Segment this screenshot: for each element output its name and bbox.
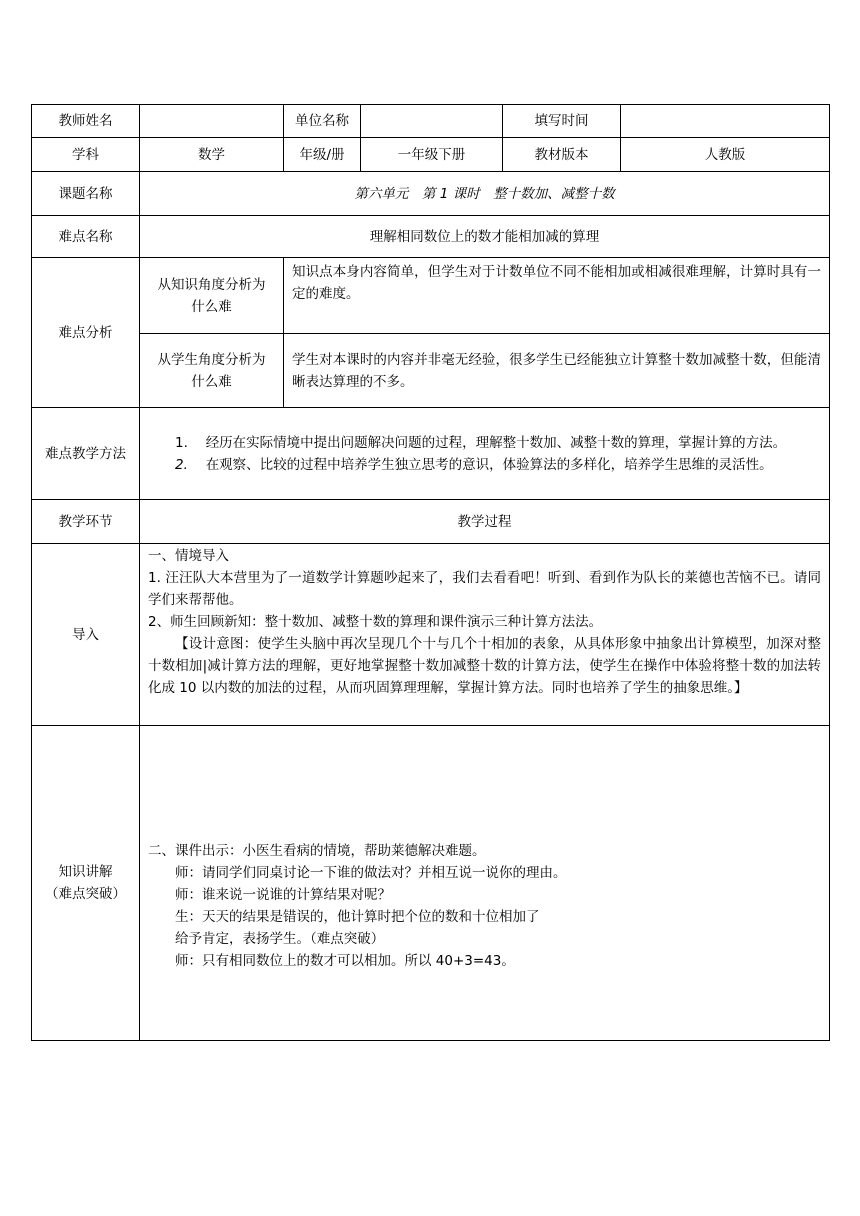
knowledge-line-5: 师：只有相同数位上的数才可以相加。所以 40+3=43。 [175, 953, 515, 969]
subject-row [32, 138, 830, 172]
edition-label: 教材版本 [503, 138, 621, 172]
method-item-2-text: 在观察、比较的过程中培养学生独立思考的意识，体验算法的多样化，培养学生思维的灵活性。 [205, 456, 773, 473]
analysis-label: 难点分析 [32, 258, 140, 408]
knowledge-label [32, 726, 140, 1041]
analysis-knowledge-row [32, 258, 830, 334]
fill-date-label: 填写时间 [503, 105, 621, 138]
knowledge-label-line1: 知识讲解 [58, 864, 113, 880]
knowledge-content [140, 726, 830, 1041]
intro-row [32, 544, 830, 726]
grade-value: 一年级下册 [361, 138, 503, 172]
unit-name-label: 单位名称 [284, 105, 361, 138]
student-angle-label-line2: 什么难 [191, 373, 232, 390]
student-angle-label-line1: 从学生角度分析为 [157, 351, 266, 368]
knowledge-line-3: 生：天天的结果是错误的，他计算时把个位的数和十位相加了 [175, 909, 540, 925]
fill-date-value[interactable] [621, 105, 830, 138]
intro-line-1: 1. 汪汪队大本营里为了一道数学计算题吵起来了，我们去看看吧！听到、看到作为队长的莱德也苦恼不已。请同学们来帮帮他。 [148, 570, 821, 608]
difficulty-label: 难点名称 [32, 216, 140, 258]
method-item-1-text: 经历在实际情境中提出问题解决问题的过程，理解整十数加、减整十数的算理，掌握计算的方法。 [205, 434, 787, 451]
header-row [32, 105, 830, 138]
method-item-2-number: 2. [175, 456, 188, 473]
method-label: 难点教学方法 [32, 408, 140, 500]
difficulty-row [32, 216, 830, 258]
difficulty-value: 理解相同数位上的数才能相加减的算理 [140, 216, 830, 258]
knowledge-angle-label-line1: 从知识角度分析为 [157, 276, 266, 293]
intro-content [140, 544, 830, 726]
topic-label: 课题名称 [32, 172, 140, 216]
knowledge-angle-label-line2: 什么难 [191, 298, 232, 315]
student-angle-text: 学生对本课时的内容并非毫无经验，很多学生已经能独立计算整十数加减整十数，但能清晰表达算理的不多。 [284, 334, 830, 408]
process-header-row [32, 500, 830, 544]
subject-value: 数学 [140, 138, 284, 172]
stage-header: 教学环节 [32, 500, 140, 544]
topic-row [32, 172, 830, 216]
student-angle-label [140, 334, 284, 408]
knowledge-line-4: 给予肯定，表扬学生。（难点突破） [175, 931, 385, 947]
teacher-name-value[interactable] [140, 105, 284, 138]
knowledge-line-1: 师：请同学们同桌讨论一下谁的做法对？并相互说一说你的理由。 [175, 865, 567, 881]
method-item-1-number: 1. [175, 434, 188, 451]
analysis-student-row [32, 334, 830, 408]
knowledge-angle-label [140, 258, 284, 334]
edition-value: 人教版 [621, 138, 830, 172]
teacher-name-label: 教师姓名 [32, 105, 140, 138]
intro-heading: 一、情境导入 [148, 548, 229, 564]
intro-label: 导入 [32, 544, 140, 726]
grade-label: 年级/册 [284, 138, 361, 172]
lesson-plan-table [31, 104, 830, 1041]
intro-design-intent: 【设计意图：使学生头脑中再次呈现几个十与几个十相加的表象，从具体形象中抽象出计算模型，加深对整十数相加|减计算方法的理解，更好地掌握整十数加减整十数的计算方法，使学生在操作中体验将整十数的加法转化成 10 以内数的加法的过程，从而巩固算理理解，掌握计算方法。同时也培养了学生的抽象思维。】 [148, 636, 821, 696]
knowledge-label-line2: （难点突破） [45, 886, 126, 902]
method-item-2 [148, 454, 821, 476]
method-content [140, 408, 830, 500]
subject-label: 学科 [32, 138, 140, 172]
knowledge-heading: 二、课件出示：小医生看病的情境，帮助莱德解决难题。 [148, 843, 486, 859]
topic-value: 第六单元 第 1 课时 整十数加、减整十数 [140, 172, 830, 216]
method-item-1 [148, 432, 821, 454]
knowledge-angle-text: 知识点本身内容简单，但学生对于计数单位不同不能相加或相减很难理解，计算时具有一定的难度。 [284, 258, 830, 334]
unit-name-value[interactable] [361, 105, 503, 138]
method-row [32, 408, 830, 500]
knowledge-row [32, 726, 830, 1041]
intro-line-2: 2、师生回顾新知：整十数加、减整十数的算理和课件演示三种计算方法法。 [148, 614, 603, 630]
process-header: 教学过程 [140, 500, 830, 544]
knowledge-line-2: 师：谁来说一说谁的计算结果对呢？ [175, 887, 391, 903]
